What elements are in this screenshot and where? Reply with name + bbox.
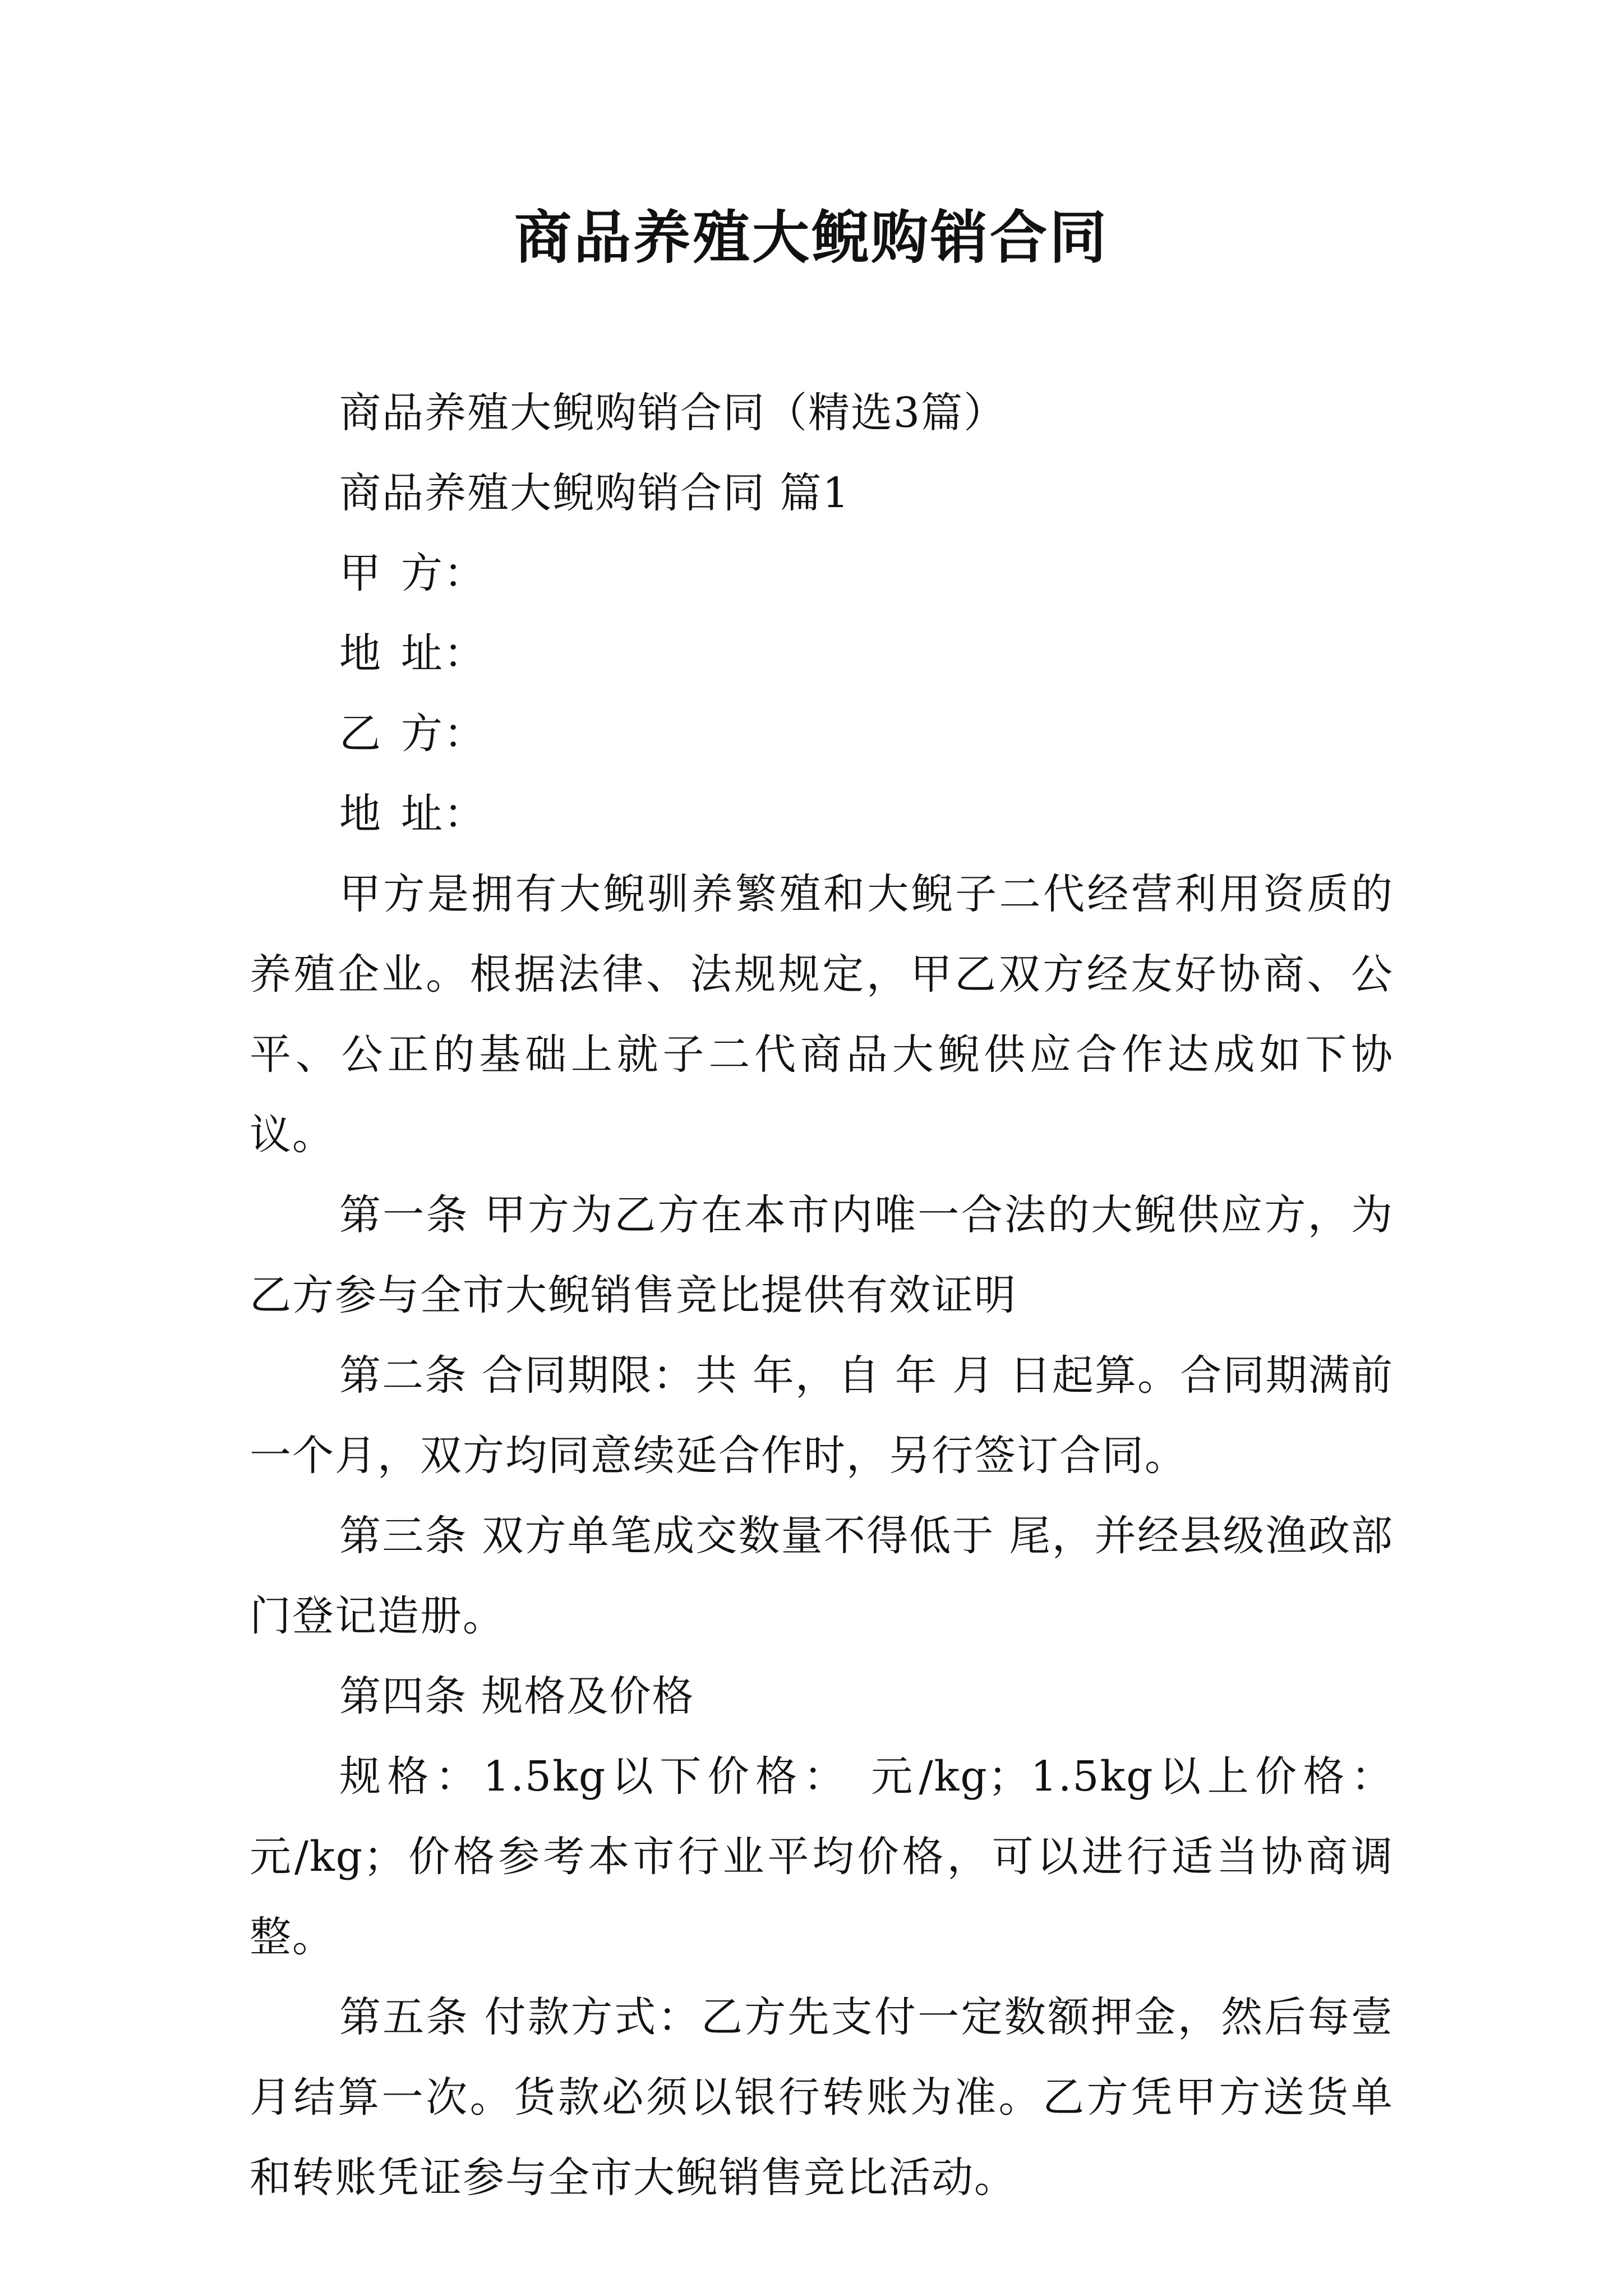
party-a-address-field <box>250 614 1394 694</box>
article-2: 第二条 合同期限：共 年，自 年 月 日起算。合同期满前一个月，双方均同意续延合作时，另行签订合同。 <box>250 1351 1394 1480</box>
party-a-field <box>250 533 1394 614</box>
field-label-char: 地 <box>339 790 382 838</box>
section-title: 商品养殖大鲵购销合同 篇1 <box>339 469 850 517</box>
article-3: 第三条 双方单笔成交数量不得低于 尾，并经县级渔政部门登记造册。 <box>250 1512 1394 1640</box>
party-b-address-field <box>250 774 1394 854</box>
article-4: 第四条 规格及价格 <box>339 1672 695 1720</box>
party-b-field <box>250 694 1394 774</box>
field-label-rest: 址： <box>401 629 486 678</box>
article-1: 第一条 甲方为乙方在本市内唯一合法的大鲵供应方，为乙方参与全市大鲵销售竞比提供有效证明 <box>250 1191 1394 1319</box>
document-subtitle: 商品养殖大鲵购销合同（精选3篇） <box>339 389 1007 437</box>
field-label-char: 地 <box>339 629 382 678</box>
field-label-rest: 方： <box>401 549 486 597</box>
field-label-char: 甲 <box>339 549 382 597</box>
field-label-char: 乙 <box>339 710 382 758</box>
document-body <box>250 373 1394 2218</box>
article-5: 第五条 付款方式：乙方先支付一定数额押金，然后每壹月结算一次。货款必须以银行转账为准。乙方凭甲方送货单和转账凭证参与全市大鲵销售竞比活动。 <box>250 1993 1394 2202</box>
document-title: 商品养殖大鲵购销合同 <box>514 205 1109 272</box>
intro-paragraph: 甲方是拥有大鲵驯养繁殖和大鲵子二代经营利用资质的养殖企业。根据法律、法规规定，甲乙双方经友好协商、公平、公正的基础上就子二代商品大鲵供应合作达成如下协议。 <box>250 870 1394 1159</box>
field-label-rest: 方： <box>401 710 486 758</box>
article-4-spec: 规格：1.5kg以下价格： 元/kg；1.5kg以上价格： 元/kg；价格参考本市行业平均价格，可以进行适当协商调整。 <box>250 1752 1394 1961</box>
field-label-rest: 址： <box>401 790 486 838</box>
